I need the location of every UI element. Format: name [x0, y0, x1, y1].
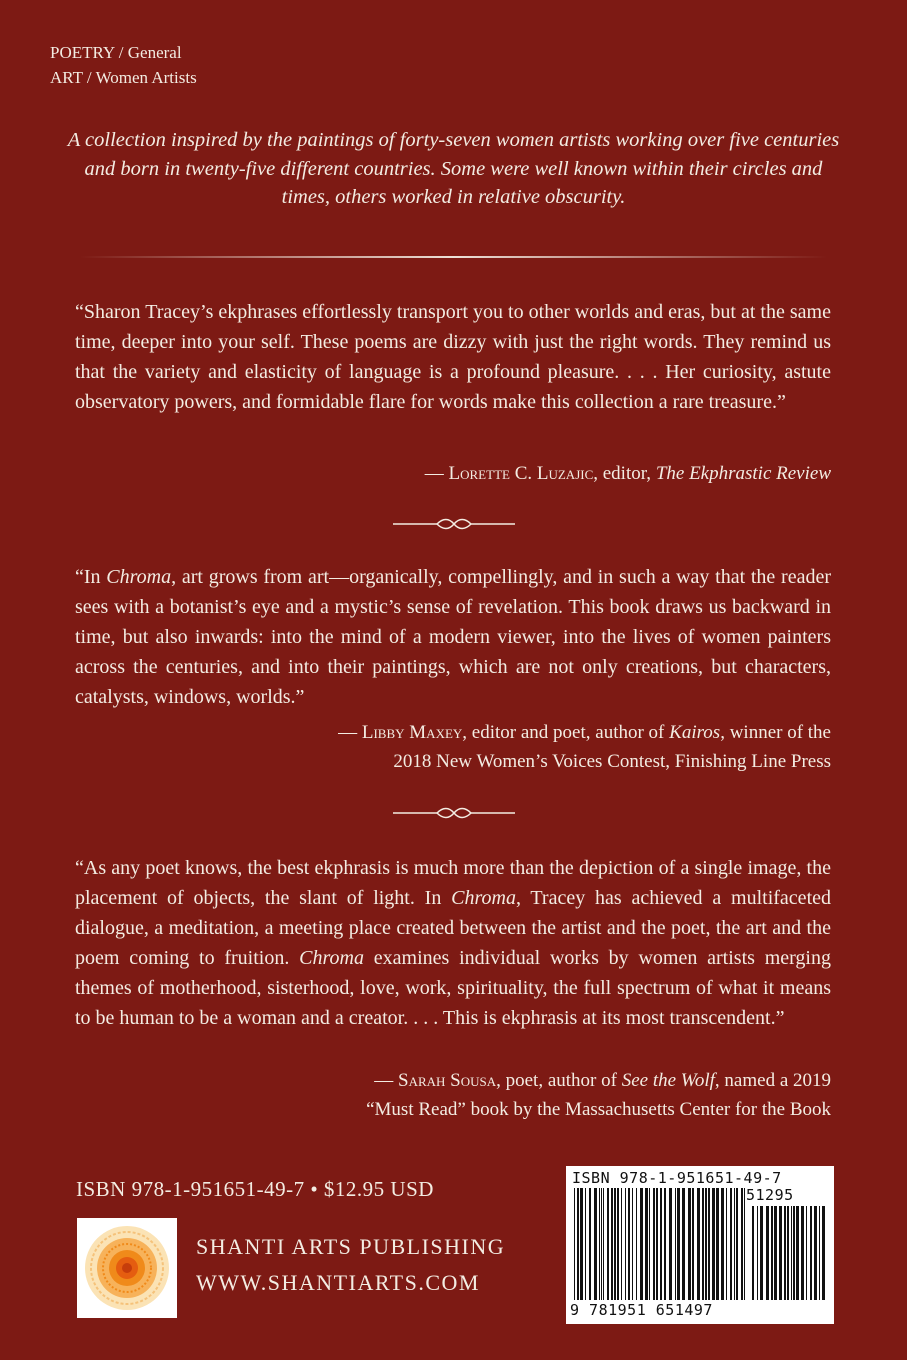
barcode-bar	[692, 1188, 694, 1300]
publisher-name: SHANTI ARTS PUBLISHING	[196, 1234, 506, 1259]
barcode-bar	[607, 1188, 609, 1300]
barcode-bar	[636, 1188, 637, 1300]
book-tagline: A collection inspired by the paintings of forty-seven women artists working over five centuries and born in twenty-five different countries. Some were well known within their circles and times, others worked in relative obscurity.	[67, 129, 840, 208]
barcode-bar	[677, 1188, 680, 1300]
blurb-luzajic	[75, 297, 831, 417]
barcode-bar	[611, 1188, 613, 1300]
barcode-price-code: 51295	[746, 1186, 794, 1204]
barcode-bar	[741, 1188, 743, 1300]
barcode-bar	[601, 1188, 602, 1300]
barcode-bar	[793, 1206, 795, 1300]
barcode-bar	[669, 1188, 672, 1300]
barcode-bar	[791, 1206, 792, 1300]
barcode-bar	[734, 1188, 735, 1300]
barcode-bar	[814, 1206, 817, 1300]
barcode-bar	[784, 1206, 786, 1300]
book-title: Chroma	[106, 566, 172, 588]
barcode-bar	[574, 1188, 575, 1300]
ornament-divider-icon	[393, 516, 515, 532]
isbn-barcode	[566, 1166, 834, 1324]
reviewer-name: Sarah Sousa	[398, 1070, 497, 1091]
publisher-logo-icon	[77, 1218, 177, 1318]
book-title: Chroma	[299, 947, 364, 969]
barcode-bar	[721, 1188, 724, 1300]
barcode-digits: 9 781951 651497	[570, 1301, 713, 1319]
book-title: Chroma	[451, 887, 516, 909]
publisher-website: WWW.SHANTIARTS.COM	[196, 1270, 480, 1295]
barcode-bar	[653, 1188, 655, 1300]
publication-title: The Ekphrastic Review	[655, 463, 831, 484]
reviewer-book-title: See the Wolf	[621, 1070, 715, 1091]
barcode-bar	[766, 1206, 769, 1300]
attribution-maxey: — Libby Maxey, editor and poet, author of Kairos, winner of the 2018 New Women’s Voices Contest, Finishing Line Press	[338, 722, 831, 772]
barcode-bar	[730, 1188, 732, 1300]
barcode-bar	[697, 1188, 700, 1300]
barcode-bar	[603, 1188, 604, 1300]
barcode-bar	[660, 1188, 662, 1300]
attribution-sousa: — Sarah Sousa, poet, author of See the Wolf, named a 2019 “Must Read” book by the Massachusetts Center for the Book	[366, 1070, 831, 1120]
price-addon-barcode-icon	[752, 1206, 826, 1300]
barcode-bar	[649, 1188, 650, 1300]
barcode-bar	[736, 1188, 738, 1300]
barcode-bar	[771, 1206, 773, 1300]
barcode-bar	[628, 1188, 630, 1300]
barcode-bar	[621, 1188, 622, 1300]
barcode-bar	[757, 1206, 758, 1300]
barcode-bar	[617, 1188, 619, 1300]
barcode-bar	[810, 1206, 812, 1300]
subject-categories	[50, 40, 197, 90]
ean13-barcode-icon	[574, 1188, 746, 1300]
attribution-luzajic: — Lorette C. Luzajic, editor, The Ekphrastic Review	[424, 463, 831, 484]
category-poetry: POETRY / General	[50, 43, 182, 62]
barcode-bar	[640, 1188, 643, 1300]
ornament-divider-icon	[393, 805, 515, 821]
isbn-price: ISBN 978-1-951651-49-7 • $12.95 USD	[76, 1177, 434, 1201]
barcode-bar	[656, 1188, 658, 1300]
barcode-bar	[702, 1188, 704, 1300]
barcode-bar	[774, 1206, 777, 1300]
barcode-bar	[632, 1188, 633, 1300]
barcode-bar	[744, 1188, 745, 1300]
blurb-sousa: “As any poet knows, the best ekphrasis is much more than the depiction of a single image, the placement of objects, the slant of light. In Chroma, Tracey has achieved a multifaceted dialogue, a meditation, a meeting place created between the artist and the poet, the art and the poem coming to fruition. Chroma examines individual works by women artists merging themes of motherhood, sisterhood, love, work, spirituality, the full spectrum of what it means to be human to be a woman and a creator. . . . This is ekphrasis at its most transcendent.”	[75, 857, 831, 1029]
barcode-isbn-label: ISBN 978-1-951651-49-7	[572, 1169, 782, 1187]
barcode-bar	[589, 1188, 591, 1300]
barcode-bar	[675, 1188, 676, 1300]
barcode-bar	[760, 1206, 763, 1300]
section-divider	[80, 256, 827, 258]
barcode-bar	[705, 1188, 707, 1300]
category-art: ART / Women Artists	[50, 68, 197, 87]
blurb-text: “Sharon Tracey’s ekphrases effortlessly transport you to other worlds and eras, but at the same time, deeper into your self. These poems are dizzy with just the right words. They remind us that the variety and elasticity of language is a profound pleasure. . . . Her curiosity, astute observatory powers, and formidable flare for words make this collection a rare treasure.”	[75, 301, 831, 413]
barcode-bar	[819, 1206, 820, 1300]
barcode-bar	[625, 1188, 626, 1300]
reviewer-name: Lorette C. Luzajic	[448, 463, 594, 484]
barcode-bar	[708, 1188, 710, 1300]
barcode-bar	[806, 1206, 807, 1300]
barcode-bar	[614, 1188, 616, 1300]
barcode-bar	[712, 1188, 715, 1300]
barcode-bar	[585, 1188, 586, 1300]
barcode-bar	[801, 1206, 804, 1300]
barcode-bar	[682, 1188, 685, 1300]
barcode-bar	[787, 1206, 789, 1300]
barcode-bar	[726, 1188, 727, 1300]
barcode-bar	[688, 1188, 691, 1300]
barcode-bar	[599, 1188, 600, 1300]
barcode-bar	[716, 1188, 719, 1300]
barcode-bar	[664, 1188, 666, 1300]
barcode-bar	[779, 1206, 782, 1300]
barcode-bar	[796, 1206, 799, 1300]
blurb-maxey: “In Chroma, art grows from art—organically, compellingly, and in such a way that the reader sees with a botanist’s eye and a mystic’s sense of revelation. This book draws us backward in time, but also inwards: into the mind of a modern viewer, into the lives of women painters across the centuries, and into their paintings, which are not only creations, but characters, catalysts, windows, worlds.”	[75, 566, 832, 708]
barcode-bar	[594, 1188, 597, 1300]
barcode-bar	[577, 1188, 579, 1300]
barcode-bar	[822, 1206, 825, 1300]
reviewer-name: Libby Maxey	[361, 722, 463, 743]
barcode-bar	[580, 1188, 583, 1300]
barcode-bar	[645, 1188, 648, 1300]
barcode-bar	[752, 1206, 754, 1300]
reviewer-book-title: Kairos	[669, 722, 721, 743]
